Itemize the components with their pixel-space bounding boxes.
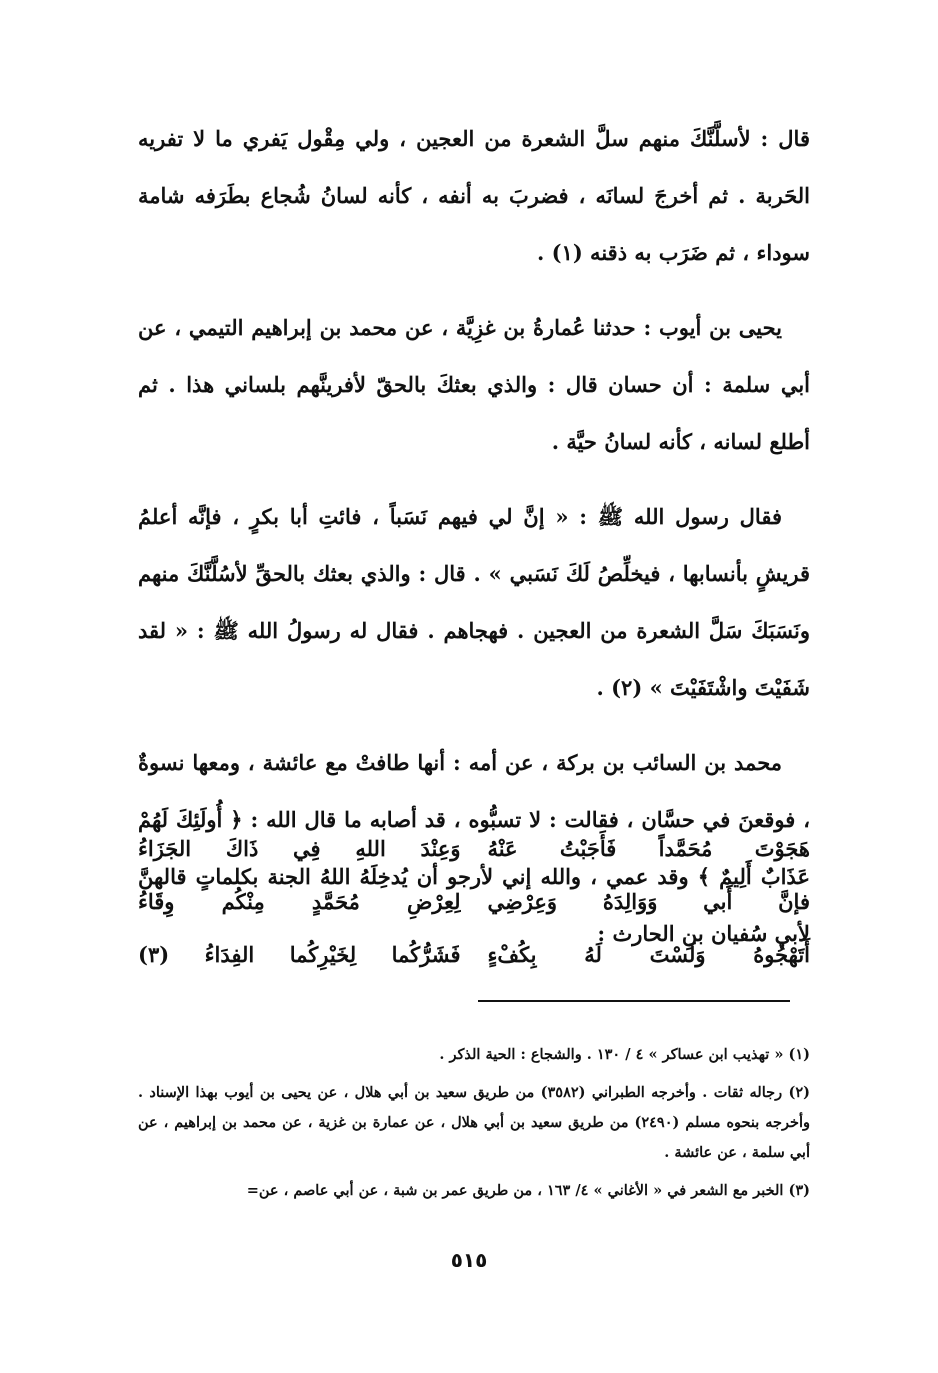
verse-second-hemistich: فَشَرُّكُما لِخَيْرِكُما الفِدَاءُ (٣) (138, 942, 461, 967)
verse-first-hemistich: هَجَوْتَ مُحَمَّداً فَأَجَبْتُ عَنْهُ (487, 836, 810, 861)
verse-line (138, 928, 810, 981)
verse-second-hemistich: وَعِنْدَ اللهِ فِي ذَاكَ الجَزَاءُ (138, 836, 461, 861)
footnote-2: (٢) رجاله ثقات . وأخرجه الطبراني (٣٥٨٢) من طريق سعيد بن أبي هلال ، عن يحيى بن أيوب بهذا الإسناد . وأخرجه بنحوه مسلم (٢٤٩٠) من طريق سعيد بن أبي هلال ، عن عمارة بن غزية ، عن محمد بن إبراهيم ، عن أبي سلمة ، عن عائشة . (138, 1084, 811, 1161)
verse-line (138, 822, 810, 875)
paragraph-4: محمد بن السائب بن بركة ، عن أمه : أنها طافتْ مع عائشة ، ومعها نسوةٌ ، فوقعنَ في حسَّان ، فقالت : لا تسبُّوه ، قد أصابه ما قال الله : ﴿ أُولَئِكَ لَهُمْ عَذَابٌ أَلِيمٌ ﴾ وقد عمي ، والله إني لأرجو أن يُدخِلَهُ اللهُ الجنة بكلماتٍ قالهنَّ لأبي سُفيان بنِ الحارث : (138, 750, 810, 946)
verse-line (138, 875, 810, 928)
paragraph-2: يحيى بن أيوب : حدثنا عُمارةُ بن غزِيَّة ، عن محمد بن إبراهيم التيمي ، عن أبي سلمة : أن حسان قال : والذي بعثكَ بالحقّ لأفرينَّهم بلساني هذا . ثم أطلع لسانه ، كأنه لسانُ حيَّة . (138, 315, 810, 454)
poem (138, 822, 810, 981)
footnote-divider (478, 1000, 790, 1002)
verse-first-hemistich: فإنَّ أَبي وَوَالِدَهُ وَعِرْضِي (487, 889, 810, 914)
verse-first-hemistich: أَتَهْجُوهُ وَلَسْتَ لَهُ بِكُفْءٍ (487, 942, 810, 967)
footnote-1: (١) « تهذيب ابن عساكر » ٤ / ١٣٠ . والشجاع : الحية الذكر . (439, 1046, 810, 1063)
paragraph-3: فقال رسول الله ﷺ : « إنَّ لي فيهم نَسَباً ، فائتِ أبا بكرٍ ، فإنَّه أعلمُ قريشٍ بأنسابها ، فيخلِّصُ لَكَ نَسَبي » . قال : والذي بعثك بالحقِّ لأسُلَّنَّكَ منهم ونَسَبَكَ سَلَّ الشعرة من العجين . فهجاهم . فقال له رسولُ الله ﷺ : « لقد شَفَيْتَ واشْتَفَيْتَ » (٢) . (138, 504, 810, 700)
verse-second-hemistich: لِعِرْضِ مُحَمَّدٍ مِنْكُم وِقَاءُ (138, 889, 461, 914)
footnote-3: (٣) الخبر مع الشعر في « الأغاني » ٤/ ١٦٣ ، من طريق عمر بن شبة ، عن أبي عاصم ، عن= (246, 1182, 810, 1199)
page-number: ٥١٥ (450, 1248, 488, 1272)
footnotes (138, 1040, 810, 1214)
paragraph-1: قال : لأسلَّنَّكَ منهم سلَّ الشعرة من العجين ، ولي مِقْول يَفري ما لا تفريه الحَربة . ثم أخرجَ لسانَه ، فضربَ به أنفه ، كأنه لسانُ شُجاع بطَرَفه شامة سوداء ، ثم ضَرَب به ذقنه (١) . (138, 126, 810, 265)
